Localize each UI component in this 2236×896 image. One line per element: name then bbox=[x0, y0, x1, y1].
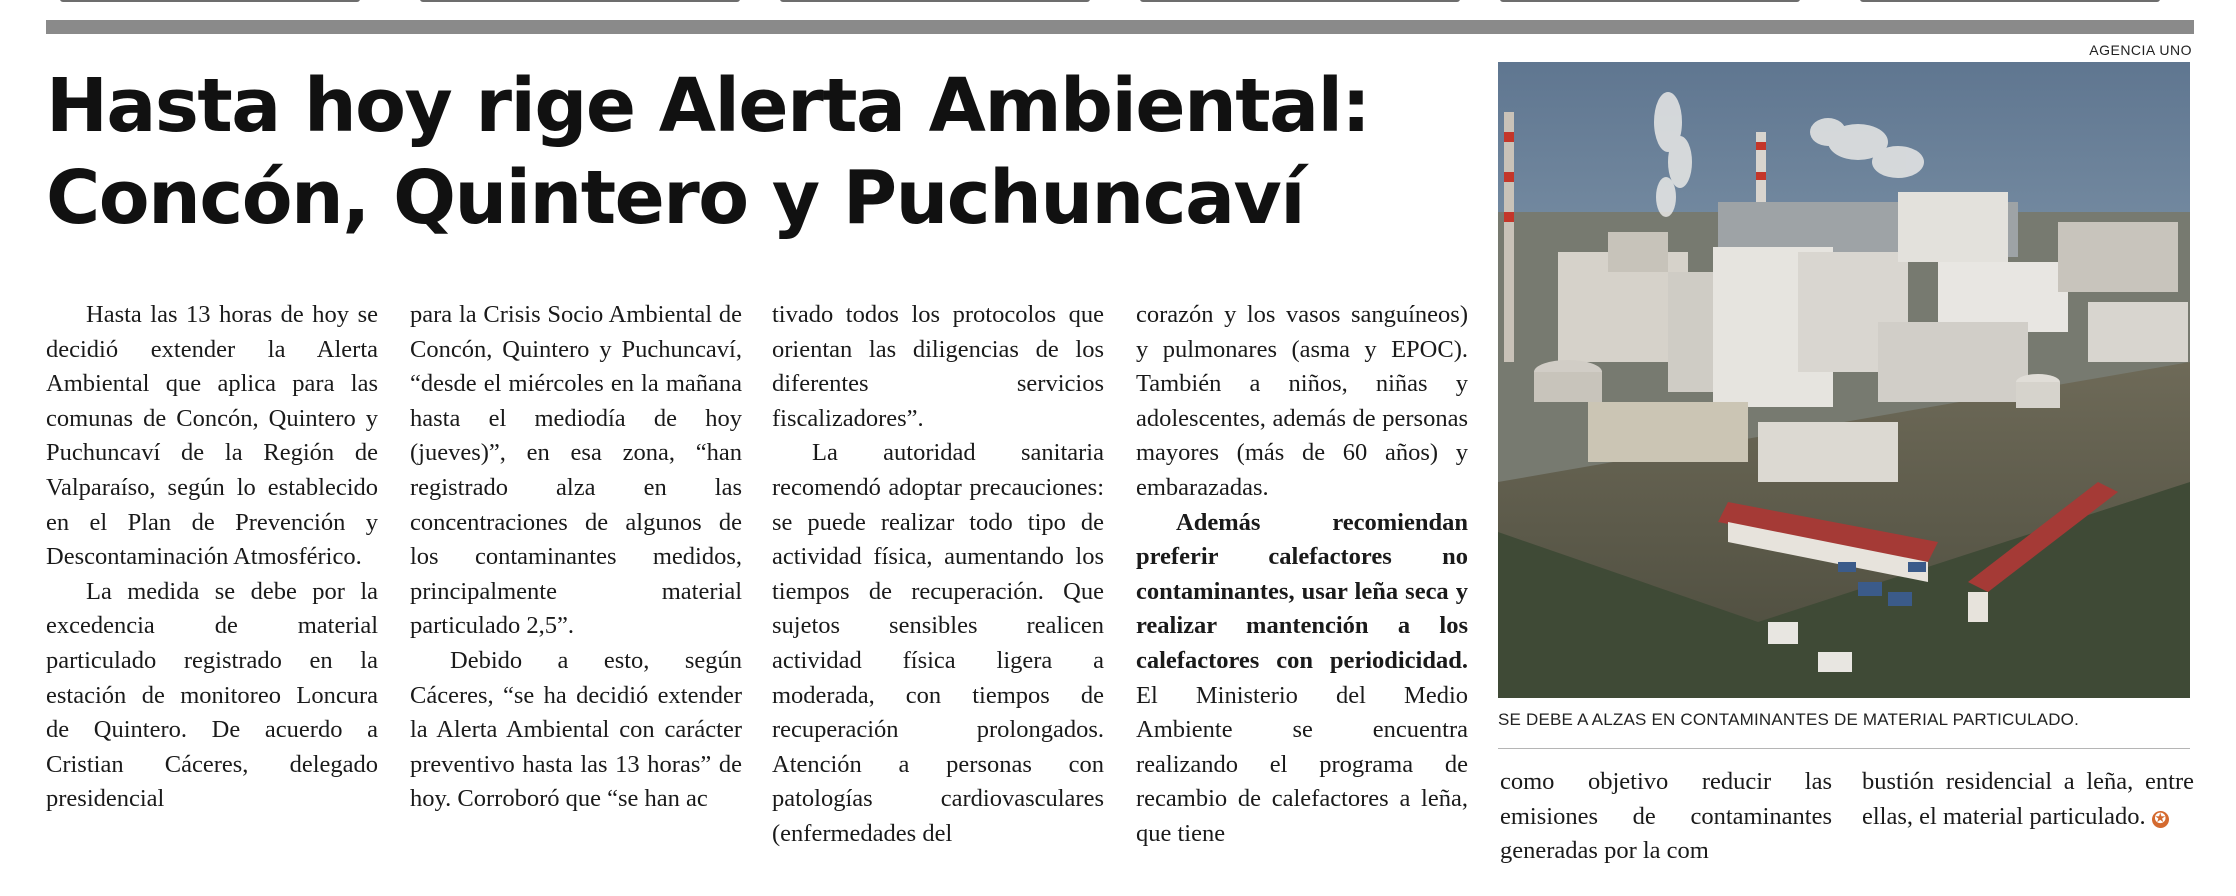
headline bbox=[46, 60, 1486, 244]
bold-recommendation: Además recomiendan preferir calefactores no contaminantes, usar leña seca y realizar mantención a los calefactores con periodicidad. bbox=[1136, 508, 1468, 674]
photo-credit: AGENCIA UNO bbox=[2089, 42, 2192, 58]
paragraph: Debido a esto, según Cáceres, “se ha decidió extender la Alerta Ambiental con carácter preventivo hasta las 13 horas” de hoy. Corroboró que “se han ac bbox=[410, 646, 742, 813]
paragraph: tivado todos los protocolos que orientan las diligencias de los diferentes servicios fiscalizadores”. bbox=[772, 301, 1104, 432]
paragraph: La autoridad sanitaria recomendó adoptar precauciones: se puede realizar todo tipo de actividad física, aumentando los tiempos de recuperación. Que sujetos sensibles realicen actividad física ligera a moderada, con tiempos de recuperación prolongados. Atención a personas con patologías cardiovasculares (enfermedades del bbox=[772, 439, 1104, 847]
paragraph: como objetivo reducir las emisiones de contaminantes generadas por la com bbox=[1500, 768, 1832, 865]
body-column-3 bbox=[772, 298, 1104, 852]
headline-line-2: Concón, Quintero y Puchuncaví bbox=[46, 155, 1305, 241]
paragraph: para la Crisis Socio Ambiental de Concón, Quintero y Puchuncaví, “desde el miércoles en la mañana hasta el mediodía de hoy (jueves)”, en esa zona, “han registrado alza en las concentraciones de algunos de los contaminantes medidos, principalmente material particulado 2,5”. bbox=[410, 301, 742, 640]
paragraph: La medida se debe por la excedencia de material particulado registrado en la estación de monitoreo Loncura de Quintero. De acuerdo a Cristian Cáceres, delegado presidencial bbox=[46, 577, 378, 813]
paragraph: corazón y los vasos sanguíneos) y pulmonares (asma y EPOC). También a niños, niñas y adolescentes, además de personas mayores (más de 60 años) y embarazadas. bbox=[1136, 301, 1468, 501]
paragraph bbox=[1862, 765, 2194, 834]
body-column-2 bbox=[410, 298, 742, 817]
body-column-5 bbox=[1500, 765, 1832, 869]
body-column-4 bbox=[1136, 298, 1468, 852]
industrial-plant-photo bbox=[1498, 62, 2190, 698]
caption-rule bbox=[1498, 748, 2190, 749]
photo-caption: SE DEBE A ALZAS EN CONTAMINANTES DE MATERIAL PARTICULADO. bbox=[1498, 710, 2080, 729]
paragraph: Hasta las 13 horas de hoy se decidió extender la Alerta Ambiental que aplica para las comunas de Concón, Quintero y Puchuncaví de la Región de Valparaíso, según lo establecido en el Plan de Prevención y Descontaminación Atmosférico. bbox=[46, 301, 378, 571]
body-column-1 bbox=[46, 298, 378, 817]
paragraph bbox=[1136, 506, 1468, 852]
headline-line-1: Hasta hoy rige Alerta Ambiental: bbox=[46, 63, 1370, 149]
paragraph-continuation: El Ministerio del Medio Ambiente se encuentra realizando el programa de recambio de calefactores a leña, que tiene bbox=[1136, 681, 1468, 847]
section-top-rule bbox=[46, 20, 2194, 34]
end-of-article-icon: ✪ bbox=[2152, 811, 2169, 828]
previous-article-text-strip bbox=[0, 0, 2236, 8]
closing-text: bustión residencial a leña, entre ellas, el material particulado. bbox=[1862, 768, 2194, 830]
body-column-6 bbox=[1862, 765, 2194, 834]
